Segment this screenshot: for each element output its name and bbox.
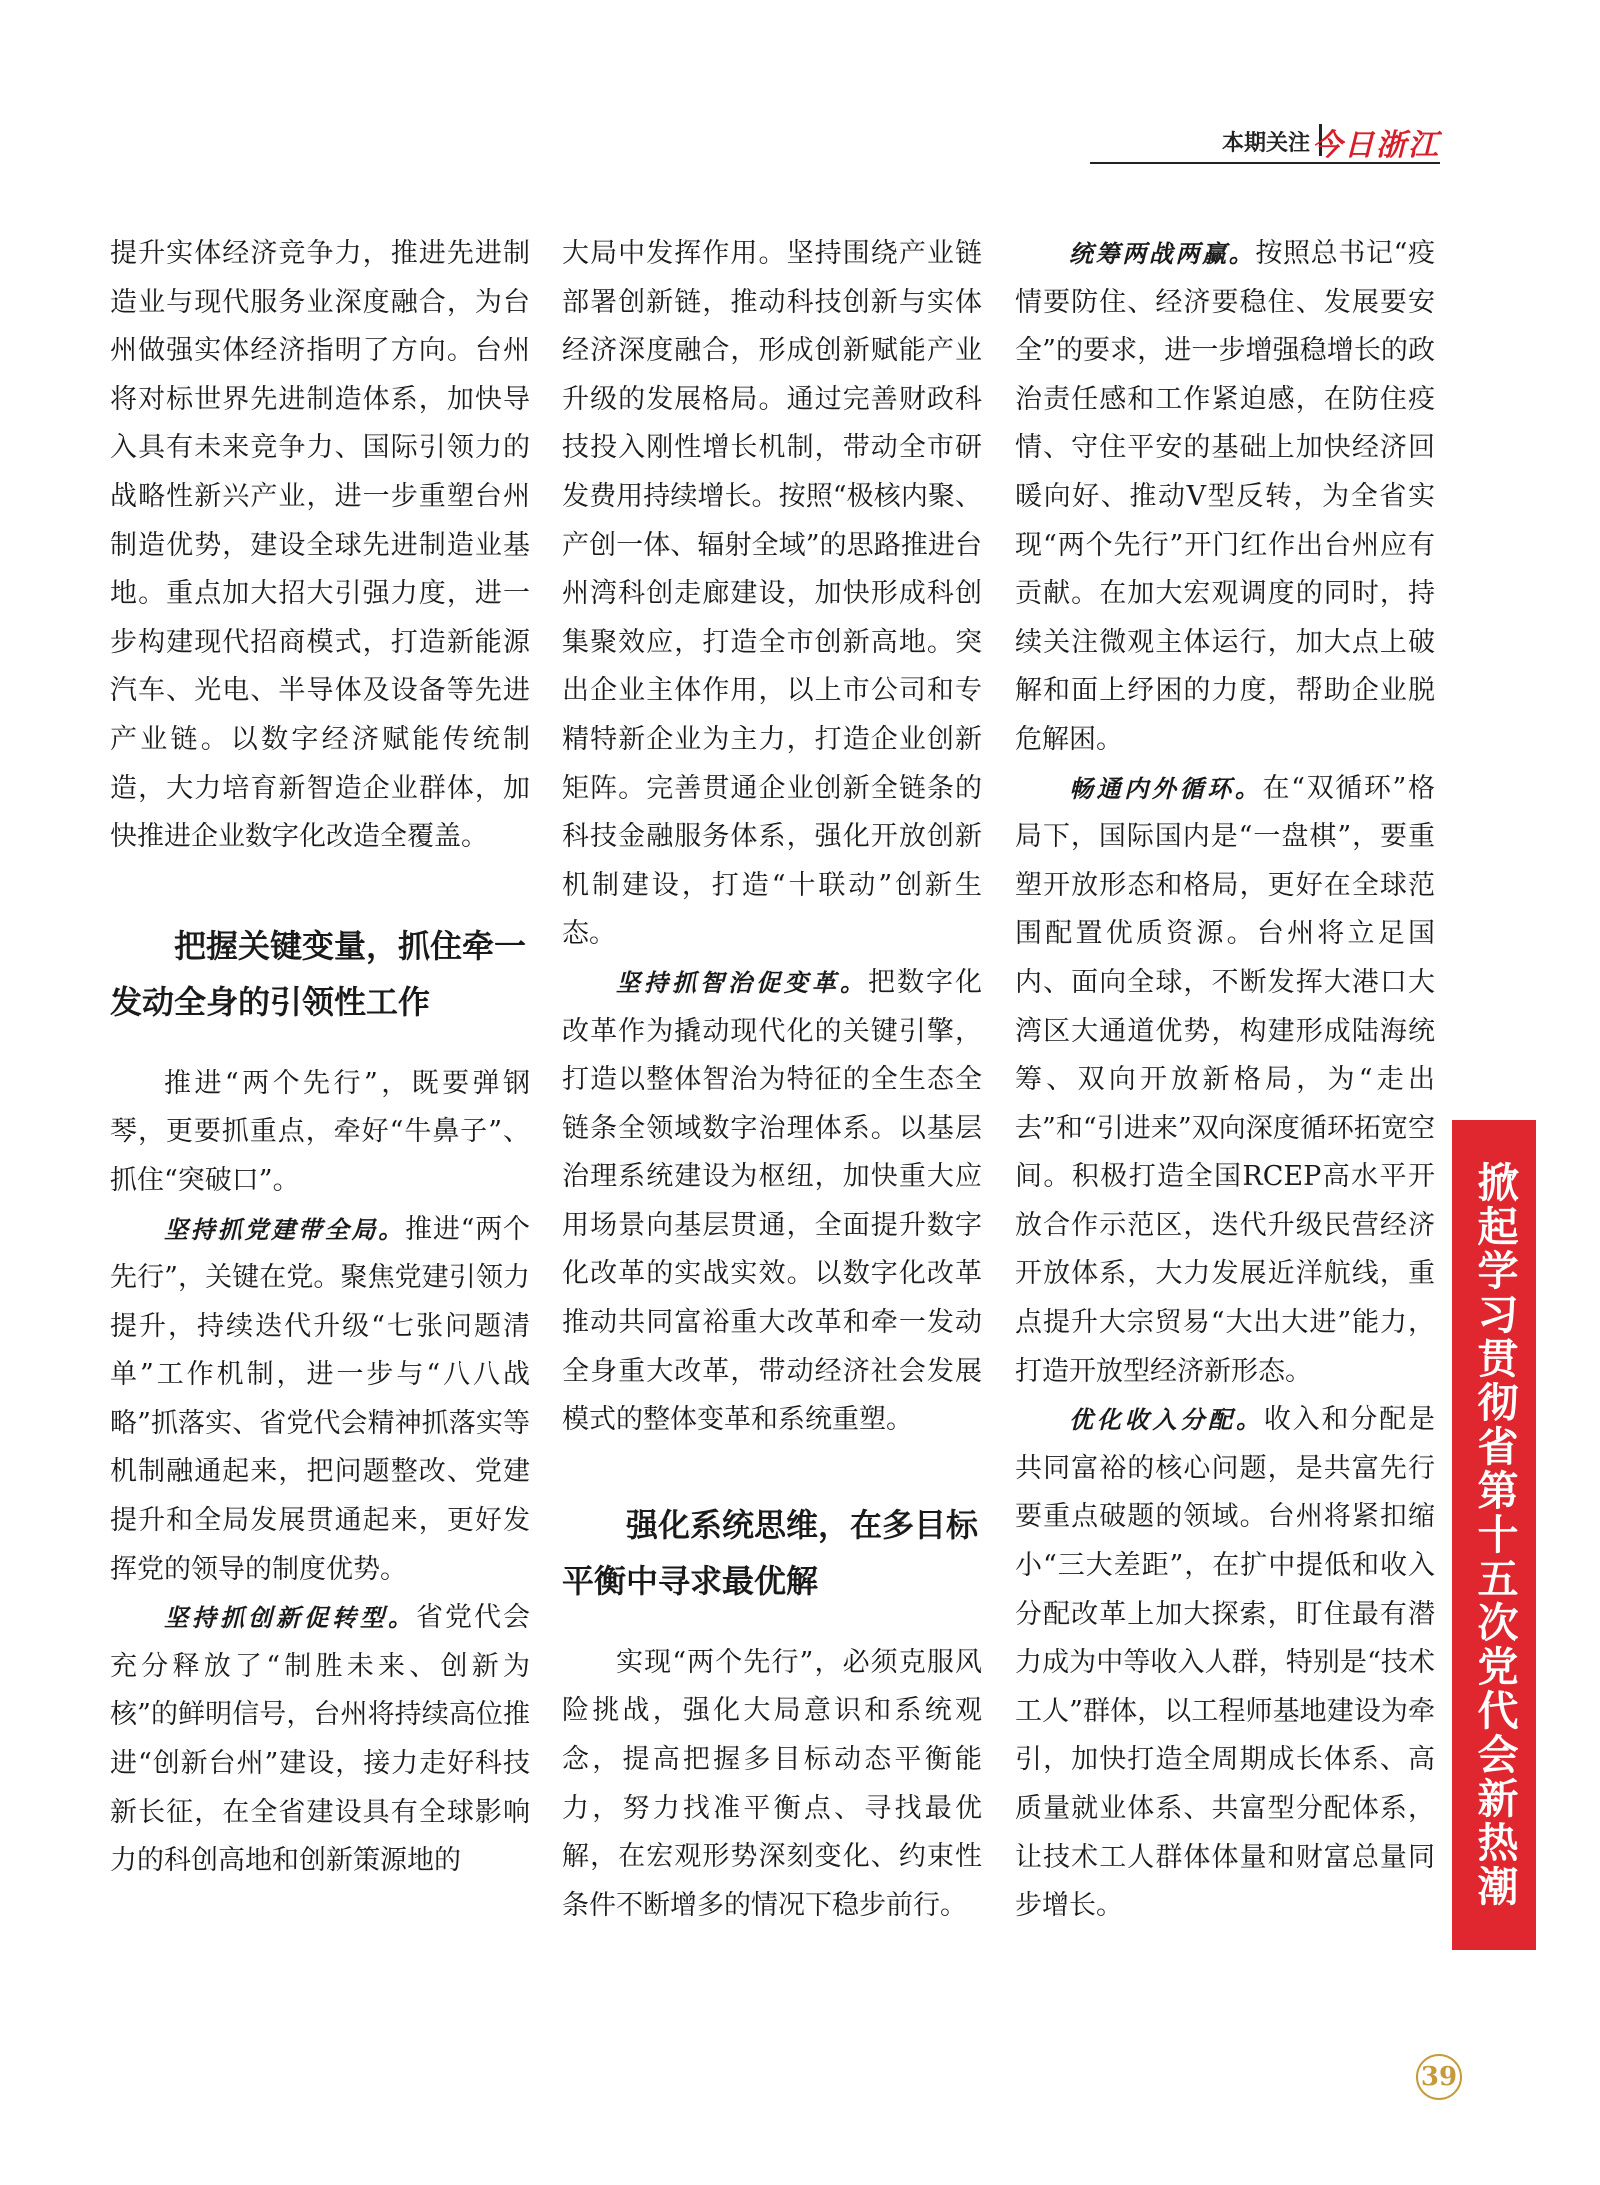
paragraph-text: 收入和分配是共同富裕的核心问题，是共富先行要重点破题的领域。台州将紧扣缩小“三大差距”，在扩中提低和收入分配改革上加大探索，盯住最有潜力成为中等收入人群，特别是“技术工人”群体，以工程师基地建设为牵引，加快打造全周期成长体系、高质量就业体系、共富型分配体系，让技术工人群体体量和财富总量同步增长。	[1015, 1404, 1436, 1922]
lead-phrase: 坚持抓党建带全局。	[164, 1214, 406, 1244]
page-number: 39	[1416, 2054, 1462, 2100]
paragraph-continued	[562, 230, 982, 959]
section-heading: 强化系统思维，在多目标平衡中寻求最优解	[562, 1505, 979, 1600]
paragraph-text: 推进“两个先行”，关键在党。聚焦党建引领力提升，持续迭代升级“七张问题清单”工作机制，进一步与“八八战略”抓落实、省党代会精神抓落实等机制融通起来，把问题整改、党建提升和全局发展贯通起来，更好发挥党的领导的制度优势。	[110, 1213, 531, 1585]
lead-phrase: 坚持抓创新促转型。	[164, 1603, 416, 1633]
paragraph	[1015, 1396, 1435, 1931]
paragraph-text: 在“双循环”格局下，国际国内是“一盘棋”，要重塑开放形态和格局，更好在全球范围配置优质资源。台州将立足国内、面向全球，不断发挥大港口大湾区大通道优势，构建形成陆海统筹、双向开放新格局，为“走出去”和“引进来”双向深度循环拓宽空间。积极打造全国RCEP高水平开放合作示范区，迭代升级民营经济开放体系，大力发展近洋航线，重点提升大宗贸易“大出大进”能力，打造开放型经济新形态。	[1015, 772, 1436, 1387]
lead-phrase: 坚持抓智治促变革。	[616, 967, 868, 997]
paragraph	[1015, 765, 1435, 1397]
paragraph	[562, 1639, 982, 1931]
magazine-logo: 今日浙江	[1312, 128, 1440, 163]
article-column-2	[562, 230, 982, 1930]
lead-phrase: 统筹两战两赢。	[1069, 239, 1256, 268]
article-column-1	[110, 230, 530, 1886]
paragraph	[110, 1206, 530, 1595]
section-label: 本期关注	[1221, 131, 1310, 156]
paragraph	[110, 1594, 530, 1886]
section-heading: 把握关键变量，抓住牵一发动全身的引领性工作	[110, 926, 527, 1021]
paragraph	[1015, 230, 1435, 765]
lead-phrase: 畅通内外循环。	[1069, 773, 1263, 803]
lead-phrase: 优化收入分配。	[1069, 1405, 1264, 1435]
paragraph-text: 省党代会充分释放了“制胜未来、创新为核”的鲜明信号，台州将持续高位推进“创新台州”建设，接力走好科技新长征，在全省建设具有全球影响力的科创高地和创新策源地的	[110, 1602, 530, 1877]
paragraph-text: 大局中发挥作用。坚持围绕产业链部署创新链，推动科技创新与实体经济深度融合，形成创新赋能产业升级的发展格局。通过完善财政科技投入刚性增长机制，带动全市研发费用持续增长。按照“极核内聚、产创一体、辐射全域”的思路推进台州湾科创走廊建设，加快形成科创集聚效应，打造全市创新高地。突出企业主体作用，以上市公司和专精特新企业为主力，打造企业创新矩阵。完善贯通企业创新全链条的科技金融服务体系，强化开放创新机制建设，打造“十联动”创新生态。	[562, 238, 982, 950]
paragraph	[562, 959, 982, 1445]
page-header	[1090, 118, 1440, 164]
article-column-3	[1015, 230, 1435, 1931]
paragraph-text: 按照总书记“疫情要防住、经济要稳住、发展要安全”的要求，进一步增强稳增长的政治责任感和工作紧迫感，在防住疫情、守住平安的基础上加快经济回暖向好、推动V型反转，为全省实现“两个先行”开门红作出台州应有贡献。在加大宏观调度的同时，持续关注微观主体运行，加大点上破解和面上纾困的力度，帮助企业脱危解困。	[1015, 238, 1436, 755]
paragraph-text: 推进“两个先行”，既要弹钢琴，更要抓重点，牵好“牛鼻子”、抓住“突破口”。	[110, 1067, 530, 1196]
paragraph	[110, 1060, 530, 1206]
topic-sidebar-banner	[1452, 1120, 1536, 1950]
sidebar-title: 掀起学习贯彻省第十五次党代会新热潮	[1470, 1161, 1519, 1909]
paragraph-continued	[110, 230, 530, 862]
paragraph-text: 实现“两个先行”，必须克服风险挑战，强化大局意识和系统观念，提高把握多目标动态平衡能力，努力找准平衡点、寻找最优解，在宏观形势深刻变化、约束性条件不断增多的情况下稳步前行。	[562, 1646, 982, 1921]
paragraph-text: 把数字化改革作为撬动现代化的关键引擎，打造以整体智治为特征的全生态全链条全领域数字治理体系。以基层治理系统建设为枢纽，加快重大应用场景向基层贯通，全面提升数字化改革的实战实效。以数字化改革推动共同富裕重大改革和牵一发动全身重大改革，带动经济社会发展模式的整体变革和系统重塑。	[562, 966, 982, 1436]
paragraph-text: 提升实体经济竞争力，推进先进制造业与现代服务业深度融合，为台州做强实体经济指明了方向。台州将对标世界先进制造体系，加快导入具有未来竞争力、国际引领力的战略性新兴产业，进一步重塑台州制造优势，建设全球先进制造业基地。重点加大招大引强力度，进一步构建现代招商模式，打造新能源汽车、光电、半导体及设备等先进产业链。以数字经济赋能传统制造，大力培育新智造企业群体，加快推进企业数字化改造全覆盖。	[110, 238, 530, 853]
